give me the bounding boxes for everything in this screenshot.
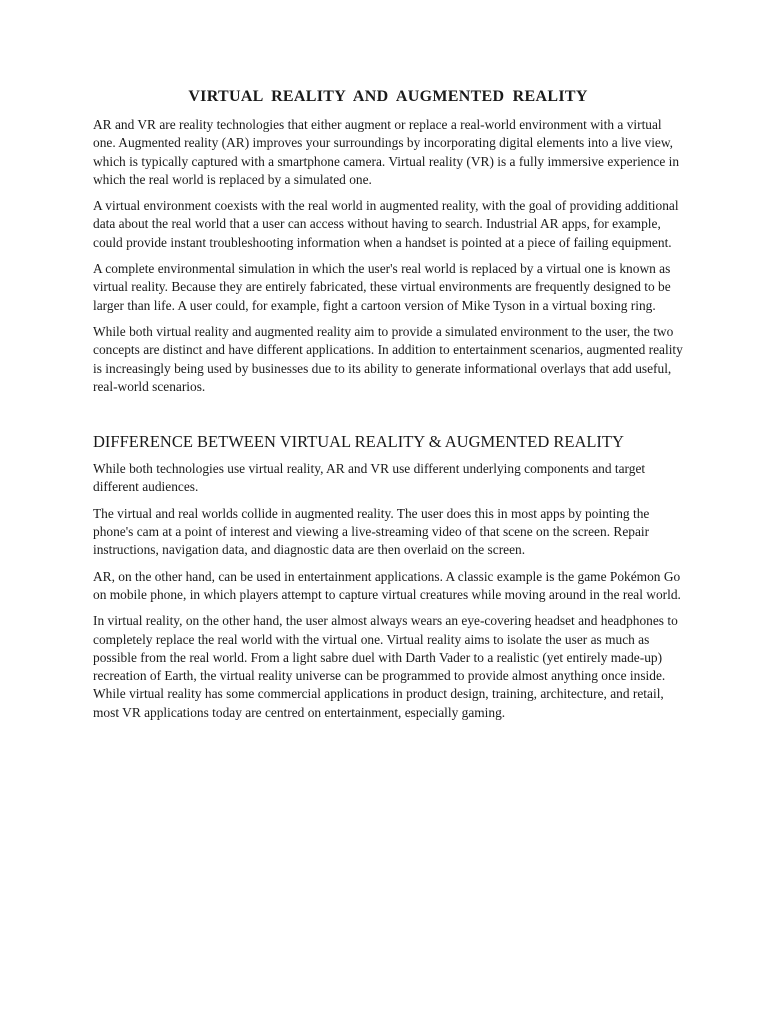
paragraph-applications: While both virtual reality and augmented reality aim to provide a simulated environment to the user, the two concepts are distinct and have different applications. In addition to entertainment scenarios, augmented reality is increasingly being used by businesses due to its ability to generate informational overlays that add useful, real-world scenarios. <box>93 323 683 394</box>
paragraph-vr-headset: In virtual reality, on the other hand, the user almost always wears an eye-covering headset and headphones to completely replace the real world with the virtual one. Virtual reality aims to isolate the user as much as possible from the real world. From a light sabre duel with Darth Vader to a realistic (yet entirely made-up) recreation of Earth, the virtual reality universe can be programmed to provide almost anything once inside. While virtual reality has some commercial applications in product design, training, architecture, and retail, most VR applications today are centred on entertainment, especially gaming. <box>93 613 678 720</box>
paragraph-technologies: While both technologies use virtual reality, AR and VR use different underlying components and target different audiences. <box>93 461 646 495</box>
paragraph-ar-environment: A virtual environment coexists with the real world in augmented reality, with the goal of providing additional data about the real world that a user can access without having to search. Industrial AR apps, for example, could provide instant troubleshooting information when a handset is pointed at a piece of failing equipment. <box>93 198 679 250</box>
document-title: VIRTUAL REALITY AND AUGMENTED REALITY <box>188 88 588 105</box>
section-heading-difference: DIFFERENCE BETWEEN VIRTUAL REALITY & AUGMENTED REALITY <box>93 432 624 452</box>
paragraph-intro: AR and VR are reality technologies that either augment or replace a real-world environment with a virtual one. Augmented reality (AR) improves your surroundings by incorporating digital elements into a live view, which is typically captured with a smartphone camera. Virtual reality (VR) is a fully immersive experience in which the real world is replaced by a simulated one. <box>93 117 680 187</box>
paragraph-ar-entertainment: AR, on the other hand, can be used in entertainment applications. A classic example is the game Pokémon Go on mobile phone, in which players attempt to capture virtual creatures while moving around in the real world. <box>93 568 681 602</box>
document-page <box>93 86 683 730</box>
paragraph-ar-collide: The virtual and real worlds collide in augmented reality. The user does this in most apps by pointing the phone's cam at a point of interest and viewing a live-streaming video of that scene on the screen. Repair instructions, navigation data, and diagnostic data are then overlaid on the screen. <box>93 505 650 558</box>
paragraph-vr-simulation: A complete environmental simulation in which the user's real world is replaced by a virtual one is known as virtual reality. Because they are entirely fabricated, these virtual environments are frequently designed to be larger than life. A user could, for example, fight a cartoon version of Mike Tyson in a virtual boxing ring. <box>93 261 671 313</box>
